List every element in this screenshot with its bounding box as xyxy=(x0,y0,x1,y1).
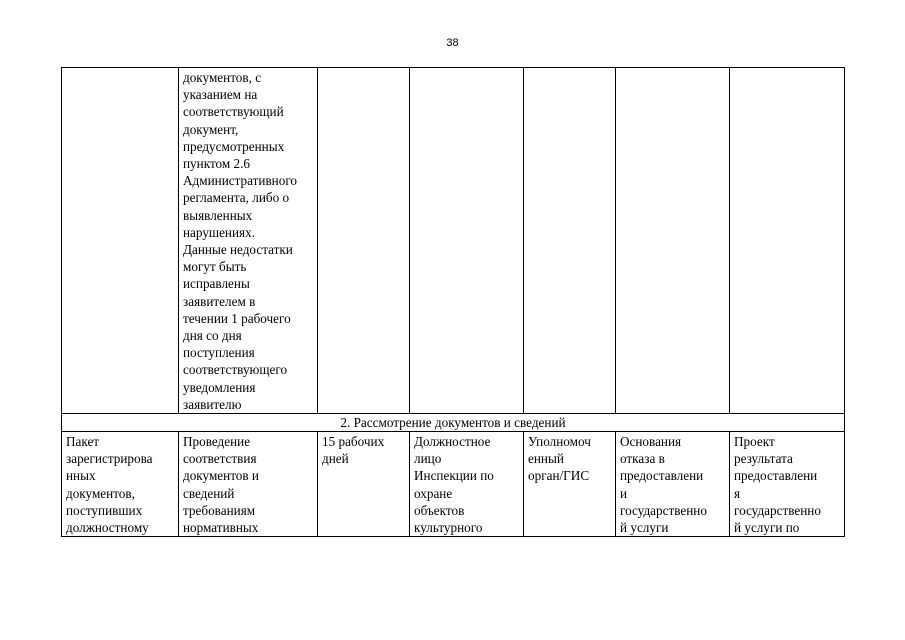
table-cell xyxy=(730,432,845,537)
table-cell xyxy=(524,68,616,414)
cell-text: Должностное лицо Инспекции по охране объектов культурного xyxy=(414,434,494,536)
table-cell xyxy=(410,68,524,414)
procedure-table xyxy=(61,67,845,537)
table-cell xyxy=(318,432,410,537)
table-row xyxy=(62,432,845,537)
cell-text: Проект результата предоставлени я государственно й услуги по xyxy=(734,434,821,536)
table-cell xyxy=(62,68,179,414)
table-cell xyxy=(318,68,410,414)
section-heading: 2. Рассмотрение документов и сведений xyxy=(62,414,845,432)
table-cell xyxy=(616,68,730,414)
table-cell xyxy=(730,68,845,414)
table-cell xyxy=(524,432,616,537)
table-cell xyxy=(62,432,179,537)
cell-text: Уполномоч енный орган/ГИС xyxy=(528,434,591,484)
page-number: 38 xyxy=(446,37,459,49)
cell-text: 15 рабочих дней xyxy=(322,434,385,467)
section-heading-row xyxy=(62,414,845,432)
table-cell: документов, с указанием на соответствующий документ, предусмотренных пунктом 2.6 Административного регламента, либо о выявленных нарушениях. Данные недостатки могут быть исправлены заявителем в течении 1 рабочего дня со дня поступления соответствующего уведомления заявителю xyxy=(179,68,318,414)
cell-text: Пакет зарегистрирова нных документов, поступивших должностному xyxy=(66,434,153,536)
table-cell xyxy=(616,432,730,537)
table-cell xyxy=(410,432,524,537)
table-row xyxy=(62,68,845,414)
cell-text: Проведение соответствия документов и сведений требованиям нормативных xyxy=(183,434,259,536)
cell-text: Основания отказа в предоставлени и государственно й услуги xyxy=(620,434,707,536)
table-cell xyxy=(179,432,318,537)
